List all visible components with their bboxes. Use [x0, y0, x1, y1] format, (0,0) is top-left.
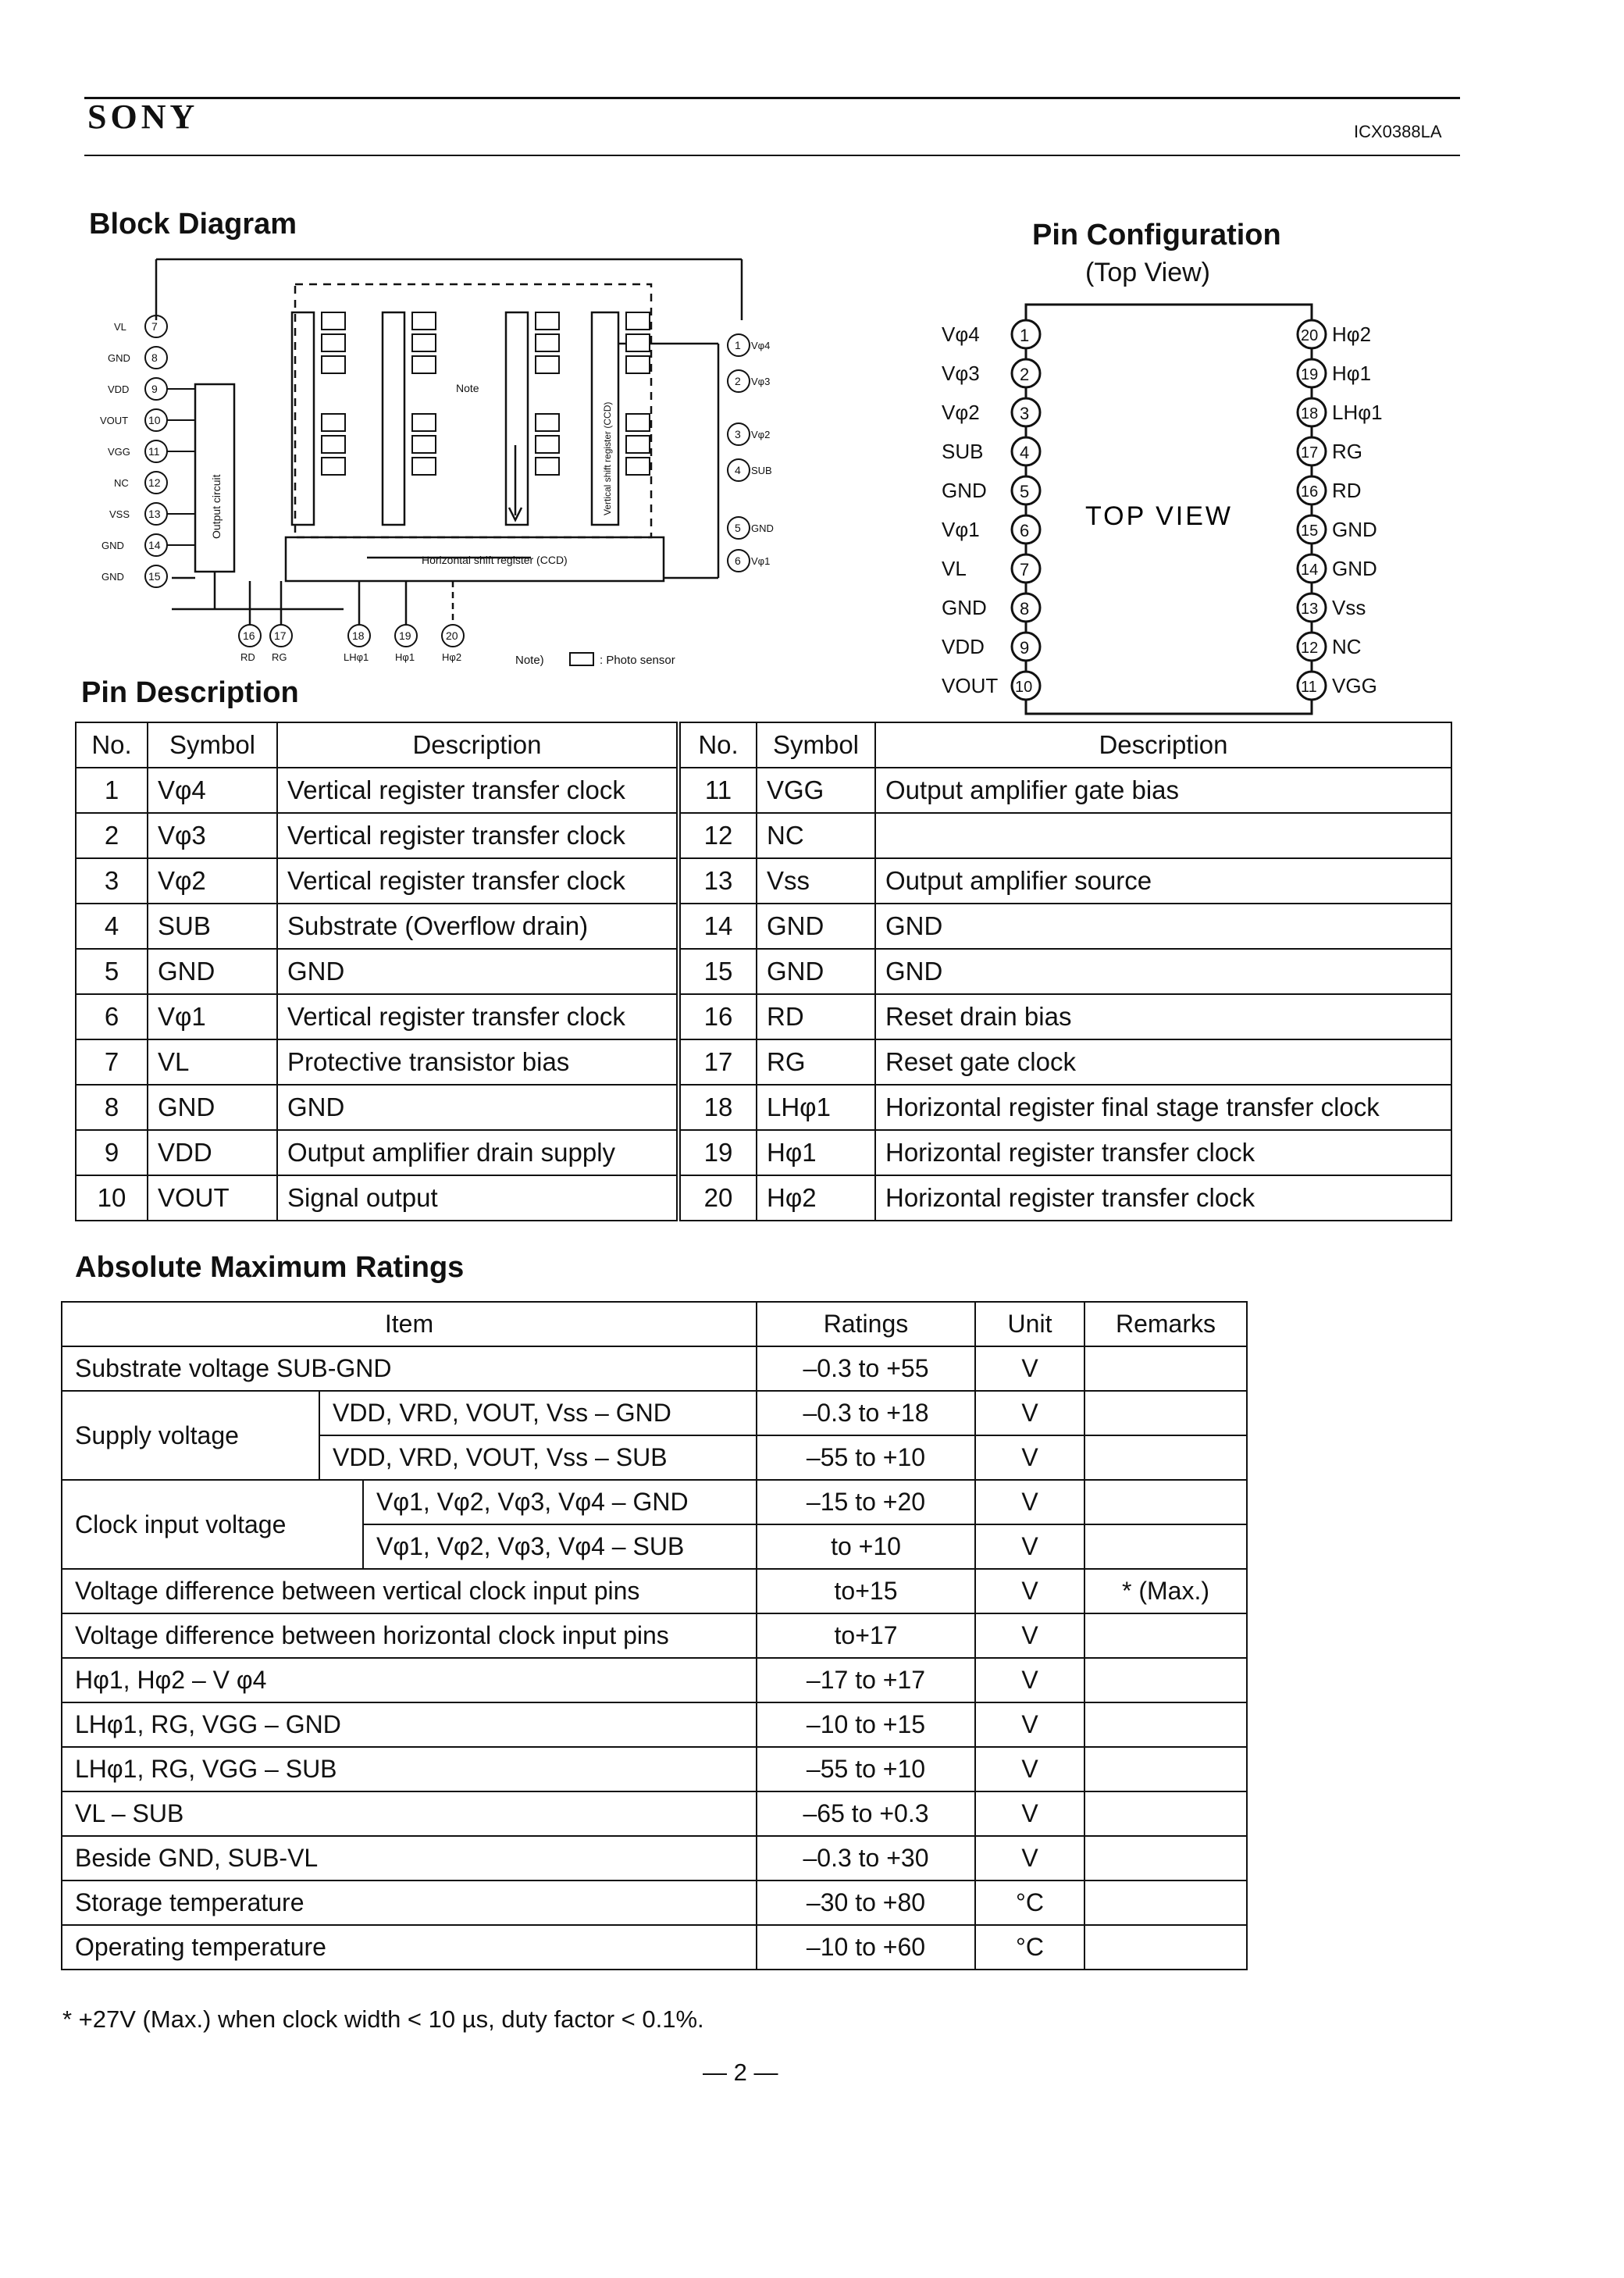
model-number: ICX0388LA — [1354, 122, 1442, 141]
table-row: Clock input voltage Vφ1, Vφ2, Vφ3, Vφ4 – GND –15 to +20 V — [62, 1480, 1247, 1524]
svg-text:VL: VL — [114, 321, 126, 333]
table-header-row: Item Ratings Unit Remarks — [62, 1302, 1247, 1346]
svg-text:Vφ3: Vφ3 — [942, 362, 980, 385]
amr-table — [61, 1301, 1248, 1970]
pin-config-diagram — [929, 297, 1429, 718]
svg-text:Vφ2: Vφ2 — [942, 401, 980, 424]
svg-text:RG: RG — [1332, 440, 1362, 463]
table-row: 7 VL Protective transistor bias 17 RG Reset gate clock — [76, 1039, 1451, 1085]
svg-text:2: 2 — [735, 375, 741, 387]
svg-text:12: 12 — [1301, 640, 1319, 657]
svg-text:9: 9 — [1020, 638, 1030, 658]
svg-text:6: 6 — [1020, 521, 1030, 540]
table-row: 8 GND GND 18 LHφ1 Horizontal register final stage transfer clock — [76, 1085, 1451, 1130]
svg-text:1: 1 — [735, 339, 741, 351]
svg-text:20: 20 — [1301, 327, 1319, 344]
table-row: 9 VDD Output amplifier drain supply 19 Hφ1 Horizontal register transfer clock — [76, 1130, 1451, 1175]
block-diagram — [86, 250, 804, 672]
block-diagram-title: Block Diagram — [89, 208, 297, 241]
svg-text:7: 7 — [1020, 560, 1030, 579]
svg-text:VSS: VSS — [109, 508, 130, 520]
svg-text:12: 12 — [148, 476, 161, 489]
svg-text:VGG: VGG — [1332, 674, 1377, 697]
svg-text:: Photo sensor: : Photo sensor — [600, 654, 675, 667]
table-row: Hφ1, Hφ2 – V φ4 –17 to +17 V — [62, 1658, 1247, 1702]
svg-text:18: 18 — [1301, 405, 1319, 422]
amr-footnote: * +27V (Max.) when clock width < 10 µs, duty factor < 0.1%. — [62, 2005, 704, 2033]
svg-text:3: 3 — [735, 428, 741, 440]
svg-text:18: 18 — [352, 629, 365, 642]
svg-text:LHφ1: LHφ1 — [344, 651, 369, 663]
svg-text:LHφ1: LHφ1 — [1332, 401, 1383, 424]
svg-text:Output circuit: Output circuit — [210, 474, 223, 539]
svg-text:15: 15 — [1301, 522, 1319, 540]
svg-text:Hφ2: Hφ2 — [442, 651, 462, 663]
amr-title: Absolute Maximum Ratings — [75, 1251, 465, 1284]
header-rule-top — [84, 97, 1460, 99]
svg-text:5: 5 — [1020, 482, 1030, 501]
table-row: Voltage difference between vertical clock input pins to+15 V * (Max.) — [62, 1569, 1247, 1613]
svg-text:VOUT: VOUT — [100, 415, 129, 426]
svg-text:Hφ2: Hφ2 — [1332, 323, 1372, 346]
svg-text:13: 13 — [1301, 601, 1319, 618]
table-row: VDD, VRD, VOUT, Vss – SUB –55 to +10 V — [62, 1435, 1247, 1480]
svg-text:6: 6 — [735, 554, 741, 567]
svg-text:11: 11 — [1301, 679, 1317, 696]
svg-text:10: 10 — [1015, 679, 1033, 696]
table-row: Supply voltage VDD, VRD, VOUT, Vss – GND –0.3 to +18 V — [62, 1391, 1247, 1435]
svg-text:20: 20 — [446, 629, 458, 642]
svg-text:19: 19 — [1301, 366, 1319, 383]
table-row: 6 Vφ1 Vertical register transfer clock 16 RD Reset drain bias — [76, 994, 1451, 1039]
svg-text:14: 14 — [148, 539, 161, 551]
pin-description-title: Pin Description — [81, 676, 299, 709]
svg-text:VDD: VDD — [108, 383, 130, 395]
page-number: — 2 — — [703, 2059, 778, 2086]
svg-text:RG: RG — [272, 651, 287, 663]
header-rule-bottom — [84, 155, 1460, 156]
svg-text:16: 16 — [1301, 483, 1319, 501]
svg-text:Hφ1: Hφ1 — [1332, 362, 1372, 385]
svg-text:GND: GND — [108, 352, 130, 364]
table-row: LHφ1, RG, VGG – SUB –55 to +10 V — [62, 1747, 1247, 1791]
brand-logo: SONY — [87, 98, 199, 136]
svg-text:Horizontal shift register (CCD: Horizontal shift register (CCD) — [422, 554, 568, 566]
top-view-label: TOP VIEW — [1085, 501, 1234, 531]
svg-text:Vertical shift register (CCD): Vertical shift register (CCD) — [602, 401, 613, 515]
svg-text:GND: GND — [102, 540, 124, 551]
pin-config-subtitle: (Top View) — [1085, 258, 1210, 287]
svg-text:Note: Note — [456, 382, 479, 394]
svg-text:7: 7 — [151, 320, 158, 333]
svg-text:GND: GND — [751, 522, 774, 534]
table-row: 2 Vφ3 Vertical register transfer clock 12 NC — [76, 813, 1451, 858]
svg-text:Hφ1: Hφ1 — [395, 651, 415, 663]
svg-text:Vφ3: Vφ3 — [751, 376, 771, 387]
svg-text:Vφ1: Vφ1 — [942, 518, 980, 541]
table-row: Operating temperature –10 to +60 °C — [62, 1925, 1247, 1970]
svg-text:SUB: SUB — [942, 440, 984, 463]
table-row: 10 VOUT Signal output 20 Hφ2 Horizontal register transfer clock — [76, 1175, 1451, 1221]
svg-text:4: 4 — [1020, 443, 1030, 462]
bd-right-pins — [728, 334, 774, 572]
pin-description-table — [75, 722, 1452, 1221]
svg-text:GND: GND — [1332, 557, 1377, 580]
table-row: Vφ1, Vφ2, Vφ3, Vφ4 – SUB to +10 V — [62, 1524, 1247, 1569]
svg-text:Vφ1: Vφ1 — [751, 555, 771, 567]
svg-text:GND: GND — [1332, 518, 1377, 541]
svg-text:GND: GND — [102, 571, 124, 583]
svg-text:Vφ4: Vφ4 — [751, 340, 771, 351]
svg-text:8: 8 — [151, 351, 158, 364]
svg-text:17: 17 — [274, 629, 287, 642]
svg-text:1: 1 — [1020, 326, 1030, 345]
bd-bottom-pins — [239, 625, 464, 663]
table-row: Substrate voltage SUB-GND –0.3 to +55 V — [62, 1346, 1247, 1391]
svg-text:3: 3 — [1020, 404, 1030, 423]
svg-text:VL: VL — [942, 557, 967, 580]
svg-text:GND: GND — [942, 479, 987, 502]
svg-text:8: 8 — [1020, 599, 1030, 619]
svg-text:NC: NC — [1332, 635, 1362, 658]
pin-config-title: Pin Configuration — [1032, 219, 1281, 251]
svg-text:VGG: VGG — [108, 446, 130, 458]
table-row: Storage temperature –30 to +80 °C — [62, 1881, 1247, 1925]
svg-text:5: 5 — [735, 522, 741, 534]
svg-text:NC: NC — [114, 477, 129, 489]
table-header-row: No. Symbol Description No. Symbol Description — [76, 722, 1451, 768]
table-row: VL – SUB –65 to +0.3 V — [62, 1791, 1247, 1836]
svg-text:9: 9 — [151, 383, 158, 395]
table-row: 1 Vφ4 Vertical register transfer clock 11 VGG Output amplifier gate bias — [76, 768, 1451, 813]
svg-text:15: 15 — [148, 570, 161, 583]
svg-text:Vss: Vss — [1332, 596, 1366, 619]
table-row: 5 GND GND 15 GND GND — [76, 949, 1451, 994]
table-row: Beside GND, SUB-VL –0.3 to +30 V — [62, 1836, 1247, 1881]
svg-text:16: 16 — [243, 629, 255, 642]
svg-text:RD: RD — [240, 651, 255, 663]
svg-text:13: 13 — [148, 508, 161, 520]
svg-text:SUB: SUB — [751, 465, 772, 476]
svg-text:2: 2 — [1020, 365, 1030, 384]
table-row: LHφ1, RG, VGG – GND –10 to +15 V — [62, 1702, 1247, 1747]
svg-text:VDD: VDD — [942, 635, 985, 658]
table-row: 3 Vφ2 Vertical register transfer clock 13 Vss Output amplifier source — [76, 858, 1451, 904]
svg-text:Vφ4: Vφ4 — [942, 323, 980, 346]
table-row: 4 SUB Substrate (Overflow drain) 14 GND GND — [76, 904, 1451, 949]
svg-text:Note): Note) — [515, 654, 544, 667]
svg-text:19: 19 — [399, 629, 411, 642]
svg-text:17: 17 — [1301, 444, 1319, 462]
svg-text:VOUT: VOUT — [942, 674, 999, 697]
svg-text:10: 10 — [148, 414, 161, 426]
svg-text:4: 4 — [735, 464, 741, 476]
svg-text:Vφ2: Vφ2 — [751, 429, 771, 440]
svg-text:11: 11 — [148, 445, 160, 458]
bd-left-pins — [100, 315, 167, 587]
svg-text:GND: GND — [942, 596, 987, 619]
svg-text:RD: RD — [1332, 479, 1362, 502]
table-row: Voltage difference between horizontal clock input pins to+17 V — [62, 1613, 1247, 1658]
svg-text:14: 14 — [1301, 561, 1319, 579]
pin-config-right — [1298, 320, 1383, 700]
